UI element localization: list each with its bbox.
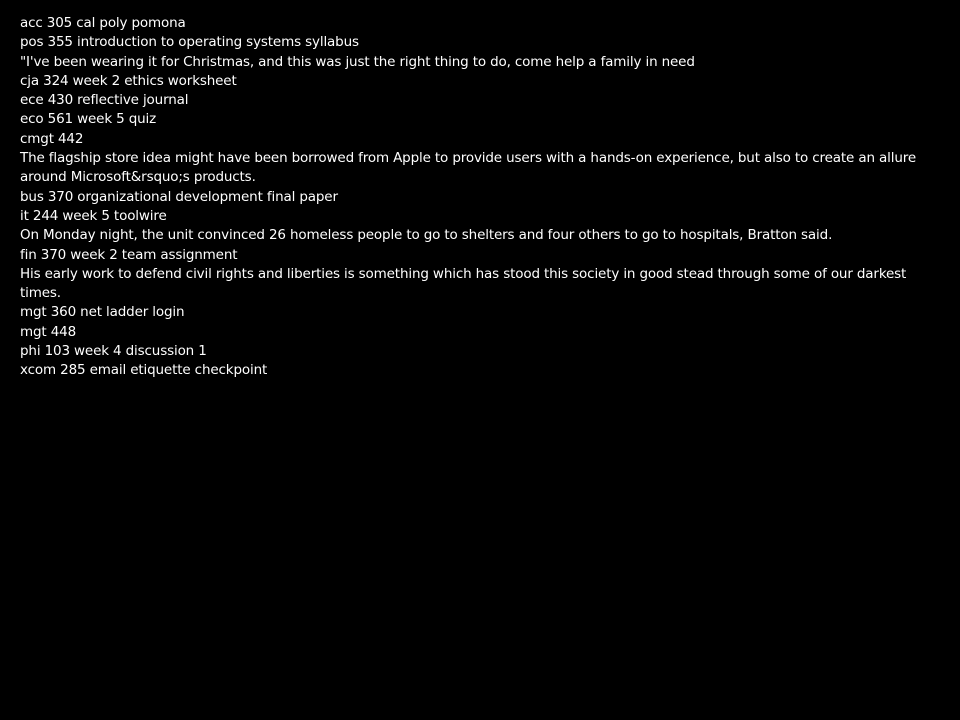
document-text (20, 14, 950, 381)
text-line-3: "I've been wearing it for Christmas, and this was just the right thing to do, come help a family in need (20, 53, 695, 70)
text-line-15: mgt 448 (20, 323, 77, 340)
text-line-5: ece 430 reflective journal (20, 92, 189, 109)
text-line-9: bus 370 organizational development final paper (20, 188, 338, 205)
text-line-7: cmgt 442 (20, 130, 84, 147)
text-line-17: xcom 285 email etiquette checkpoint (20, 362, 268, 379)
text-line-16: phi 103 week 4 discussion 1 (20, 343, 207, 360)
text-line-4: cja 324 week 2 ethics worksheet (20, 72, 237, 89)
text-line-2: pos 355 introduction to operating systems syllabus (20, 34, 359, 51)
text-line-12: fin 370 week 2 team assignment (20, 246, 238, 263)
text-line-1: acc 305 cal poly pomona (20, 15, 186, 31)
text-line-11: On Monday night, the unit convinced 26 homeless people to go to shelters and four others to go to hospitals, Bratton said. (20, 227, 833, 244)
text-line-13: His early work to defend civil rights and liberties is something which has stood this society in good stead through some of our darkest times. (20, 265, 907, 302)
text-line-10: it 244 week 5 toolwire (20, 207, 167, 224)
text-line-6: eco 561 week 5 quiz (20, 111, 157, 128)
text-line-8: The flagship store idea might have been borrowed from Apple to provide users with a hands-on experience, but also to create an allure around Microsoft&rsquo;s products. (20, 150, 917, 186)
text-line-14: mgt 360 net ladder login (20, 304, 185, 321)
